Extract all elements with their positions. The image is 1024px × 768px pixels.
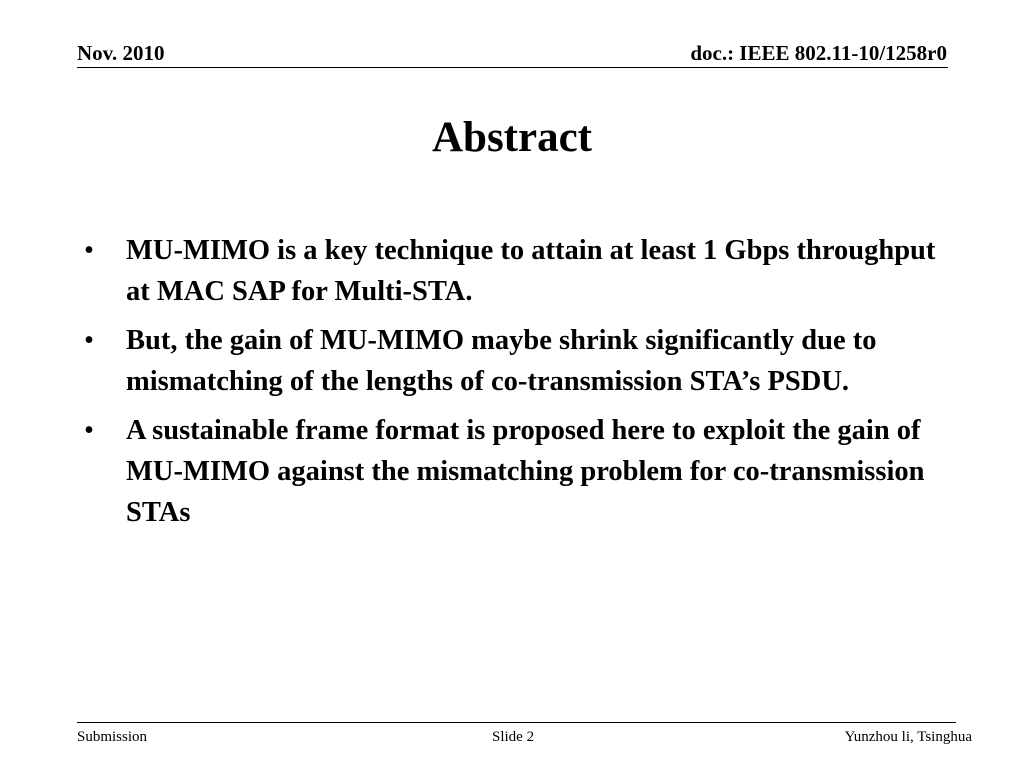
footer-submission: Submission <box>77 729 148 745</box>
header-date: Nov. 2010 <box>77 41 165 65</box>
bullet-item <box>84 230 944 312</box>
header-divider <box>77 67 948 68</box>
bullet-dot-icon: • <box>84 235 94 266</box>
bullet-item <box>84 320 944 402</box>
bullet-text: MU-MIMO is a key technique to attain at least 1 Gbps throughput at MAC SAP for Multi-STA. <box>126 235 936 307</box>
slide-title: Abstract <box>431 114 592 161</box>
footer-divider <box>77 722 956 723</box>
bullet-dot-icon: • <box>84 415 94 446</box>
footer-author: Yunzhou li, Tsinghua <box>844 729 972 745</box>
bullet-text: But, the gain of MU-MIMO maybe shrink significantly due to mismatching of the lengths of co-transmission STA’s PSDU. <box>126 325 877 397</box>
header-document-id: doc.: IEEE 802.11-10/1258r0 <box>690 41 947 65</box>
bullet-list <box>84 230 944 541</box>
footer-slide-number: Slide 2 <box>492 729 535 745</box>
bullet-dot-icon: • <box>84 325 94 356</box>
bullet-item <box>84 410 944 533</box>
bullet-text: A sustainable frame format is proposed here to exploit the gain of MU-MIMO against the mismatching problem for co-transmission STAs <box>126 415 925 528</box>
